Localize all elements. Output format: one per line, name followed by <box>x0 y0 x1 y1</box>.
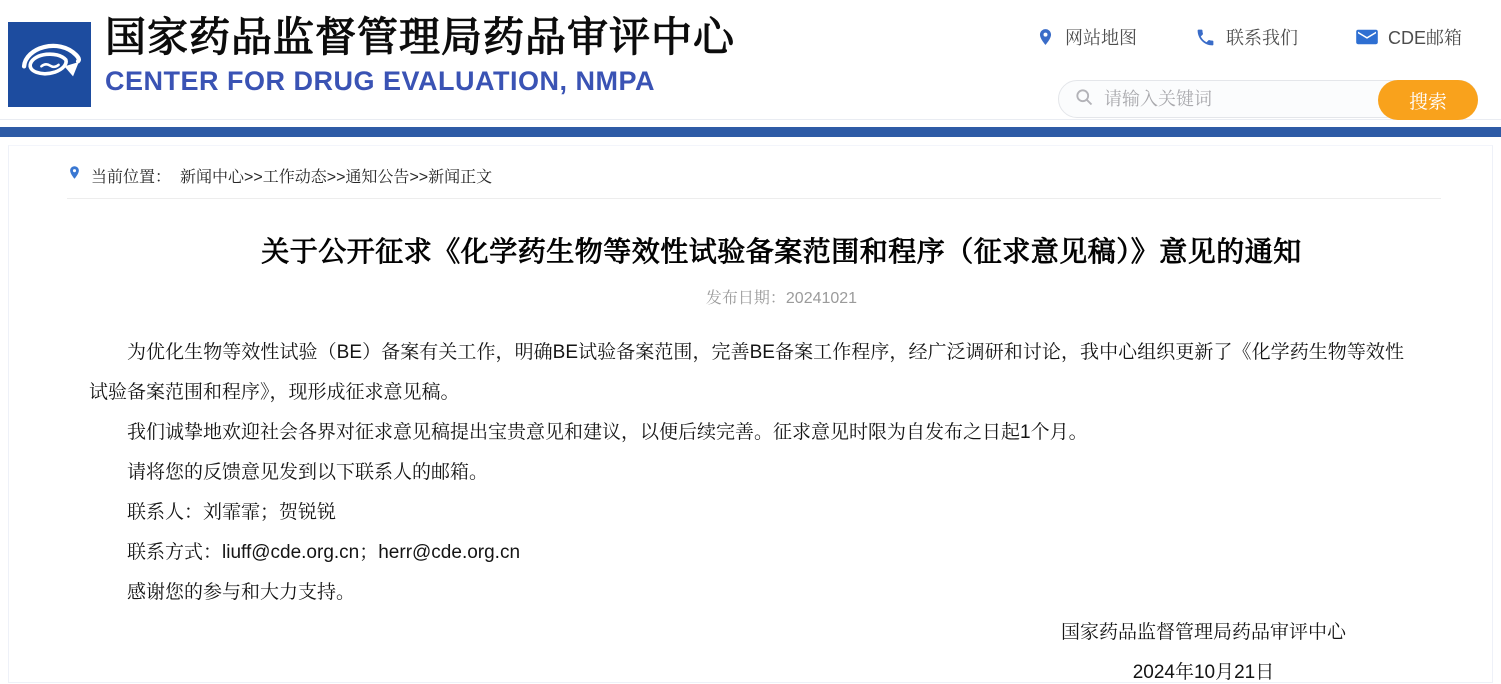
search-button[interactable]: 搜索 <box>1378 80 1478 120</box>
signature-org: 国家药品监督管理局药品审评中心 <box>1060 622 1346 643</box>
paragraph-invitation: 我们诚挚地欢迎社会各界对征求意见稿提出宝贵意见和建议，以便后续完善。征求意见时限为自发布之日起1个月。 <box>127 422 1088 443</box>
breadcrumb-item-work-dynamics[interactable]: 工作动态 <box>262 168 327 186</box>
breadcrumb-divider <box>67 198 1441 199</box>
contact-us-label: 联系我们 <box>1225 28 1298 48</box>
contact-us-link[interactable] <box>1195 24 1298 50</box>
signature-date: 2024年10月21日 <box>1132 662 1275 683</box>
location-pin-icon <box>67 163 82 187</box>
cde-mail-link[interactable] <box>1356 24 1462 50</box>
article-body <box>89 333 1404 613</box>
paragraph-intro: 为优化生物等效性试验（BE）备案有关工作，明确BE试验备案范围，完善BE备案工作程序，经广泛调研和讨论，我中心组织更新了《化学药生物等效性试验备案范围和程序》，现形成征求意见稿。 <box>89 342 1404 403</box>
cde-logo[interactable] <box>8 22 91 107</box>
sitemap-label: 网站地图 <box>1064 28 1137 48</box>
paragraph-feedback: 请将您的反馈意见发到以下联系人的邮箱。 <box>127 462 489 483</box>
search-icon <box>1074 87 1094 112</box>
paragraph-contacts: 联系人：刘霏霏；贺锐锐 <box>127 502 337 523</box>
paragraph-thanks: 感谢您的参与和大力支持。 <box>127 582 356 603</box>
breadcrumb-separator: >> <box>326 168 346 186</box>
sitemap-link[interactable] <box>1036 24 1137 50</box>
brand-block <box>105 12 735 97</box>
article-title: 关于公开征求《化学药生物等效性试验备案范围和程序（征求意见稿）》意见的通知 <box>261 236 1302 267</box>
breadcrumb-item-notices[interactable]: 通知公告 <box>345 168 410 186</box>
breadcrumb-path <box>180 164 492 187</box>
header-quick-links <box>1036 24 1462 50</box>
paragraph-emails: 联系方式：liuff@cde.org.cn；herr@cde.org.cn <box>127 542 521 563</box>
search-bar <box>1058 80 1478 118</box>
map-pin-icon <box>1036 26 1055 48</box>
cde-mail-label: CDE邮箱 <box>1387 28 1462 48</box>
breadcrumb-label: 当前位置： <box>91 168 172 186</box>
publish-date: 发布日期：20241021 <box>705 290 858 307</box>
signature-block <box>9 613 1492 683</box>
breadcrumb <box>9 146 1492 187</box>
breadcrumb-item-current: 新闻正文 <box>428 168 493 186</box>
envelope-icon <box>1356 28 1378 46</box>
phone-icon <box>1195 27 1216 48</box>
site-subtitle: CENTER FOR DRUG EVALUATION, NMPA <box>105 66 655 96</box>
header-divider-bar <box>0 127 1501 137</box>
site-header <box>0 0 1501 120</box>
breadcrumb-item-news-center[interactable]: 新闻中心 <box>180 168 245 186</box>
article-card <box>8 145 1493 683</box>
breadcrumb-separator: >> <box>244 168 263 186</box>
site-title: 国家药品监督管理局药品审评中心 <box>105 14 735 60</box>
breadcrumb-separator: >> <box>409 168 429 186</box>
cde-logo-swirl-icon <box>14 26 86 103</box>
